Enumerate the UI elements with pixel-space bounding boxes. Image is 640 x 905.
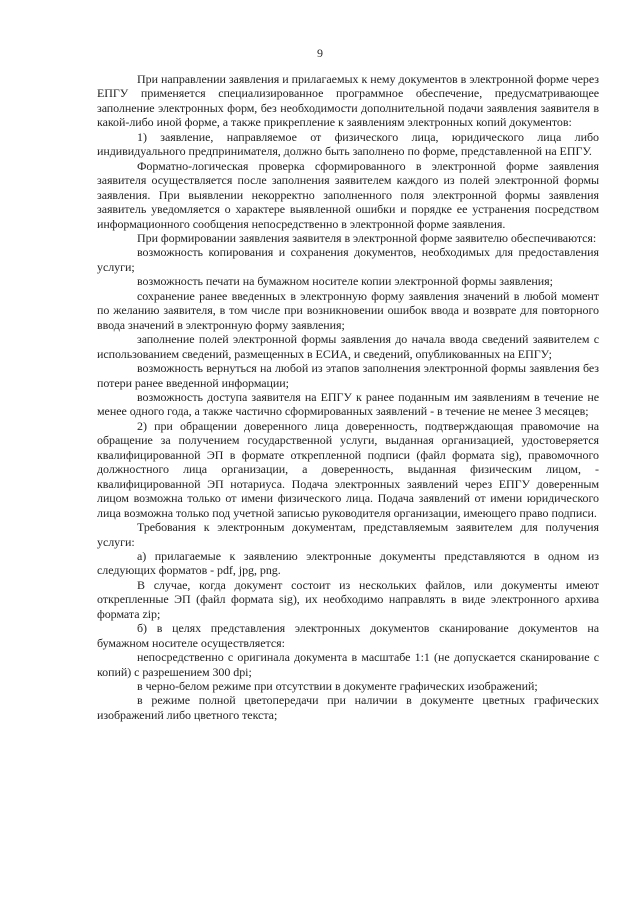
paragraph-item-2-proxy: 2) при обращении доверенного лица доверенность, подтверждающая правомочие на обращение за получением государственной услуги, выданная организацией, удостоверяется квалифицированной ЭП в формате открепленной подписи (файл формата sig), правомочного должностного лица организации, а доверенность, выданная физическим лицом, - квалифицированной ЭП нотариуса. Подача электронных заявлений через ЕПГУ доверенным лицом возможна только от имени физического лица. Подача заявлений от имени юридического лица возможна только под учетной записью руководителя организации, имеющего право подписи.	[97, 418, 599, 520]
paragraph-form-capabilities-intro: При формировании заявления заявителя в электронной форме заявителю обеспечиваются:	[137, 230, 597, 245]
paragraph-scan-color: в режиме полной цветопередачи при наличии в документе цветных графических изображений либо цветного текста;	[97, 693, 599, 722]
page-number: 9	[317, 46, 323, 60]
paragraph-document-requirements: Требования к электронным документам, представляемым заявителем для получения услуги:	[97, 520, 599, 549]
paragraph-zip-archive: В случае, когда документ состоит из нескольких файлов, или документы имеют открепленные ЭП (файл формата sig), их необходимо направлять в виде электронного архива формата zip;	[97, 577, 599, 621]
paragraph-capability-access: возможность доступа заявителя на ЕПГУ к ранее поданным им заявлениям в течение не менее одного года, а также частично сформированных заявлений - в течение не менее 3 месяцев;	[97, 389, 599, 419]
document-body	[97, 72, 599, 722]
paragraph-capability-copy: возможность копирования и сохранения документов, необходимых для предоставления услуги;	[97, 245, 599, 274]
paragraph-item-1-application-form: 1) заявление, направляемое от физического лица, юридического лица либо индивидуального предпринимателя, должно быть заполнено по форме, представленной на ЕПГУ.	[97, 129, 599, 159]
paragraph-capability-save: сохранение ранее введенных в электронную форму заявления значений в любой момент по желанию заявителя, в том числе при возникновении ошибок ввода и возврате для повторного ввода значений в электронную форму заявления;	[97, 288, 599, 332]
paragraph-scan-original: непосредственно с оригинала документа в масштабе 1:1 (не допускается сканирование с копий) с разрешением 300 dpi;	[97, 650, 599, 679]
paragraph-format-logical-check: Форматно-логическая проверка сформированного в электронной форме заявления заявителя осуществляется после заполнения заявителем каждого из полей электронной формы заявления. При выявлении некорректно заполненного поля электронной формы заявления заявитель уведомляется о характере выявленной ошибки и порядке ее устранения посредством информационного сообщения непосредственно в электронной форме заявления.	[97, 158, 599, 231]
paragraph-scan-bw: в черно-белом режиме при отсутствии в документе графических изображений;	[137, 679, 538, 694]
paragraph-requirement-b-scanning: б) в целях представления электронных документов сканирование документов на бумажном носителе осуществляется:	[97, 621, 599, 650]
paragraph-capability-return: возможность вернуться на любой из этапов заполнения электронной формы заявления без потери ранее введенной информации;	[97, 361, 599, 390]
paragraph-requirement-a-formats: а) прилагаемые к заявлению электронные документы представляются в одном из следующих форматов - pdf, jpg, png.	[97, 548, 599, 578]
paragraph-capability-autofill: заполнение полей электронной формы заявления до начала ввода сведений заявителем с использованием сведений, размещенных в ЕСИА, и сведений, опубликованных на ЕПГУ;	[97, 332, 599, 361]
paragraph-electronic-submission: При направлении заявления и прилагаемых к нему документов в электронной форме через ЕПГУ применяется специализированное программное обеспечение, предусматривающее заполнение электронных форм, без необходимости дополнительной подачи заявления заявителя в какой-либо иной форме, а также прикрепление к заявлениям электронных копий документов:	[97, 72, 599, 130]
paragraph-capability-print: возможность печати на бумажном носителе копии электронной формы заявления;	[137, 274, 553, 289]
